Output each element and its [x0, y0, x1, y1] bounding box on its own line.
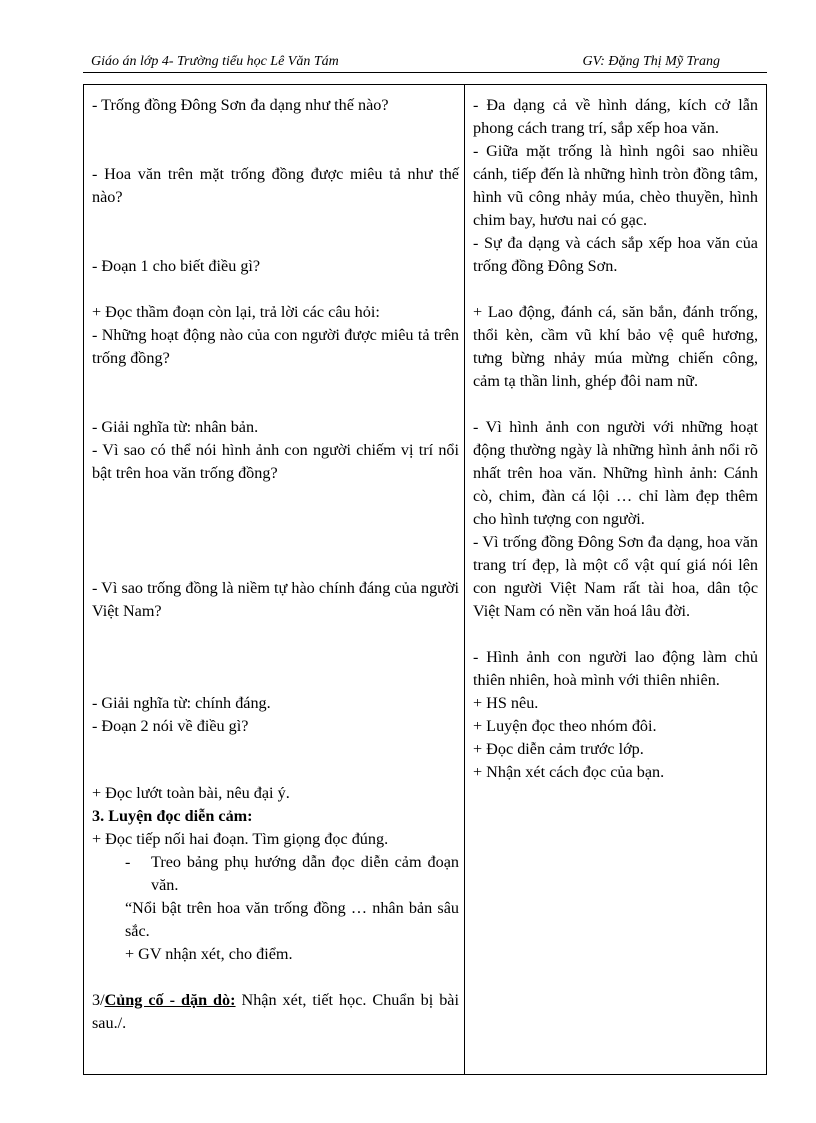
column-divider [464, 85, 465, 1074]
question-3: - Đoạn 1 cho biết điều gì? [92, 257, 261, 275]
answer-6: - Vì trống đồng Đông Sơn đa dạng, hoa văn trang trí đẹp, là một cổ vật quí giá nói lên con người Việt Nam rất tài hoa, dân tộc Việt Nam có nền văn hoá lâu đời. [473, 533, 758, 620]
question-2: - Hoa văn trên mặt trống đồng được miêu tả như thế nào? [92, 165, 459, 206]
consolidation-title: Củng cố - dặn dò: [104, 991, 236, 1009]
answer-3: - Sự đa dạng và cách sắp xếp hoa văn của trống đồng Đông Sơn. [473, 234, 758, 275]
lesson-table [83, 84, 767, 1075]
question-4: - Những hoạt động nào của con người được miêu tả trên trống đồng? [92, 326, 459, 367]
answer-5: - Vì hình ảnh con người với những hoạt động thường ngày là những hình ảnh nổi rõ nhất trên hoa văn. Những hình ảnh: Cánh cò, chim, đàn cá lội … chỉ làm đẹp thêm cho hình tượng con người. [473, 418, 758, 528]
section-3-heading: 3. Luyện đọc diễn cảm: [92, 807, 253, 825]
quote-passage: “Nổi bật trên hoa văn trống đồng … nhân bản sâu sắc. [125, 899, 459, 940]
bullet-dash: - [125, 853, 131, 871]
instruction-skim-read: + Đọc lướt toàn bài, nêu đại ý. [92, 784, 290, 802]
question-7: - Đoạn 2 nói về điều gì? [92, 717, 249, 735]
instruction-read-aloud: + Đọc tiếp nối hai đoạn. Tìm giọng đọc đúng. [92, 830, 389, 848]
consolidation-prefix: 3/ [92, 991, 105, 1009]
bullet-board [92, 851, 459, 897]
answer-7: - Hình ảnh con người lao động làm chủ thiên nhiên, hoà mình với thiên nhiên. [473, 648, 758, 689]
answer-1: - Đa dạng cả về hình dáng, kích cở lẫn phong cách trang trí, sắp xếp hoa văn. [473, 96, 758, 137]
header-school: Giáo án lớp 4- Trường tiểu học Lê Văn Tám [91, 54, 339, 69]
question-5: - Vì sao có thể nói hình ảnh con người chiếm vị trí nổi bật trên hoa văn trống đồng? [92, 441, 459, 482]
answer-8: + HS nêu. [473, 694, 539, 712]
teacher-feedback: + GV nhận xét, cho điểm. [125, 945, 293, 963]
board-instruction: Treo bảng phụ hướng dẫn đọc diễn cảm đoạn văn. [151, 853, 459, 894]
question-6: - Vì sao trống đồng là niềm tự hào chính đáng của người Việt Nam? [92, 579, 459, 620]
consolidation-text: Nhận xét, tiết học. Chuẩn bị bài sau./. [92, 991, 459, 1032]
answer-4: + Lao động, đánh cá, săn bắn, đánh trống, thổi kèn, cầm vũ khí bảo vệ quê hương, tưng bừng nhảy múa mừng chiến công, cảm tạ thần linh, ghép đôi nam nữ. [473, 303, 758, 390]
consolidation-paragraph [92, 989, 459, 1035]
page-header [83, 54, 767, 73]
answer-11: + Nhận xét cách đọc của bạn. [473, 763, 665, 781]
answer-10: + Đọc diễn cảm trước lớp. [473, 740, 644, 758]
question-1: - Trống đồng Đông Sơn đa dạng như thế nào? [92, 96, 389, 114]
vocab-chinh-dang: - Giải nghĩa từ: chính đáng. [92, 694, 271, 712]
answer-9: + Luyện đọc theo nhóm đôi. [473, 717, 657, 735]
answer-2: - Giữa mặt trống là hình ngôi sao nhiều cánh, tiếp đến là những hình tròn đồng tâm, hình vũ công nhảy múa, chèo thuyền, hình chim bay, hươu nai có gạc. [473, 142, 758, 229]
student-activities-column [473, 94, 758, 784]
header-teacher: GV: Đặng Thị Mỹ Trang [582, 54, 720, 69]
instruction-silent-read: + Đọc thầm đoạn còn lại, trả lời các câu hỏi: [92, 303, 380, 321]
teacher-activities-column [92, 94, 459, 1035]
vocab-nhan-ban: - Giải nghĩa từ: nhân bản. [92, 418, 259, 436]
